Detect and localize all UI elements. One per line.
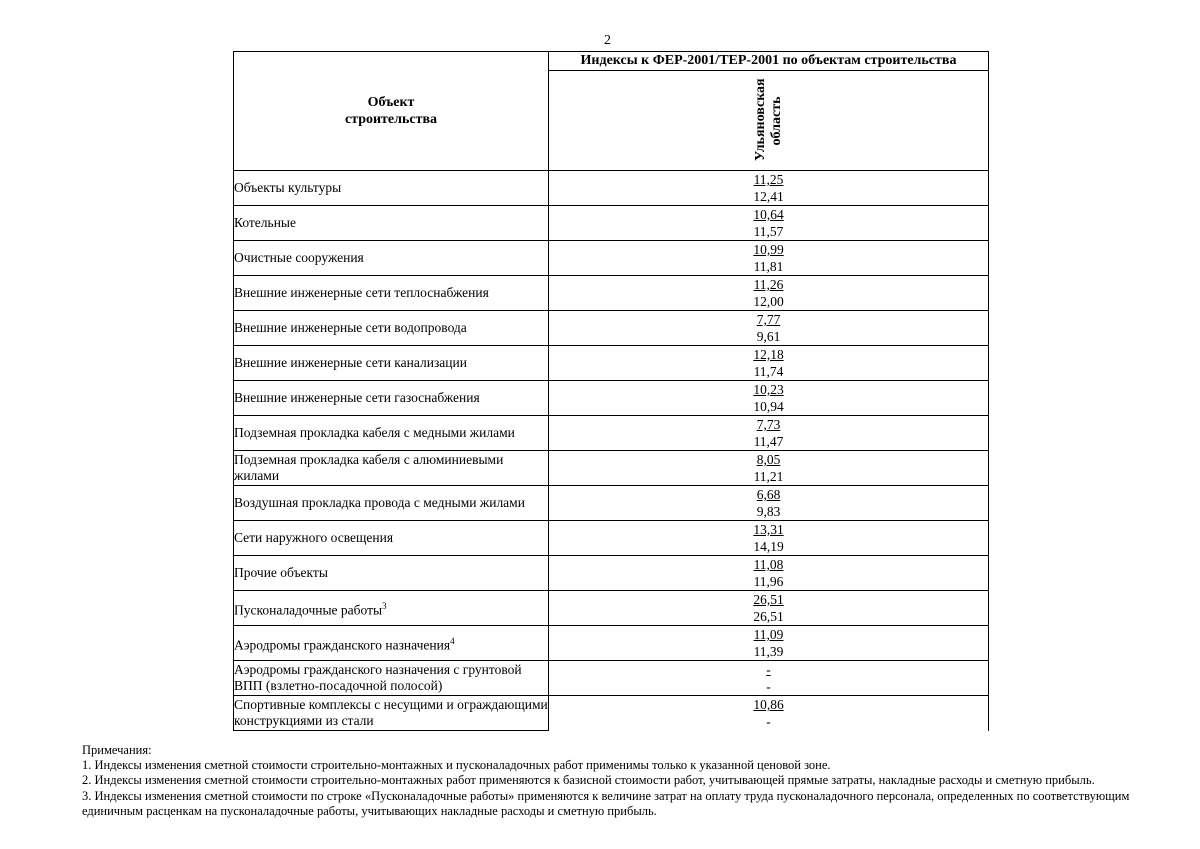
table-row: [234, 451, 989, 486]
notes-title: Примечания:: [82, 743, 152, 757]
index-value-bottom: 11,81: [753, 259, 784, 274]
table-row: [234, 626, 989, 661]
table-row: [234, 346, 989, 381]
page-number: 2: [604, 33, 611, 48]
index-value-top: 11,08: [753, 557, 784, 572]
object-name-cell: [234, 626, 549, 661]
table-row: [234, 591, 989, 626]
index-value-top: 11,26: [753, 277, 784, 292]
index-value-cell: [549, 241, 989, 276]
index-value-cell: [549, 696, 989, 731]
index-value-cell: [549, 521, 989, 556]
object-name: Внешние инженерные сети водопровода: [234, 320, 467, 335]
index-value-bottom: 14,19: [753, 539, 784, 554]
footnote-marker: 3: [382, 600, 387, 611]
notes-section: [82, 743, 1182, 819]
object-name: Подземная прокладка кабеля с алюминиевыми жилами: [234, 452, 504, 483]
region-name: Ульяновская область: [752, 77, 784, 161]
index-value-cell: [549, 346, 989, 381]
index-value-top: 11,09: [753, 627, 784, 642]
index-value-top: 11,25: [753, 172, 784, 187]
object-name-cell: [234, 241, 549, 276]
index-value-bottom: 12,41: [753, 189, 784, 204]
object-name: Котельные: [234, 215, 296, 230]
note-item: 3. Индексы изменения сметной стоимости по строке «Пусконаладочные работы» применяются к величине затрат на оплату труда пусконаладочного персонала, определенных по соответствующим единичным расценкам на пусконаладочные работы, учитывающих накладные расходы и сметную прибыль.: [82, 788, 1130, 818]
object-name: Прочие объекты: [234, 565, 328, 580]
table-row: [234, 311, 989, 346]
object-name: Спортивные комплексы с несущими и ограждающими конструкциями из стали: [234, 697, 548, 728]
note-item: 1. Индексы изменения сметной стоимости строительно-монтажных и пусконаладочных работ применимы только к указанной ценовой зоне.: [82, 758, 831, 773]
object-name: Очистные сооружения: [234, 250, 364, 265]
index-value-cell: [549, 556, 989, 591]
index-value-cell: [549, 276, 989, 311]
object-name-cell: [234, 696, 549, 731]
index-value-top: 10,86: [753, 697, 784, 713]
index-value-top: -: [766, 662, 771, 677]
object-name-cell: [234, 346, 549, 381]
object-name-cell: [234, 416, 549, 451]
table-row: [234, 486, 989, 521]
object-name: Воздушная прокладка провода с медными жилами: [234, 495, 525, 510]
object-name: Подземная прокладка кабеля с медными жилами: [234, 425, 515, 440]
index-value-bottom: 9,83: [756, 504, 781, 519]
table-row: [234, 171, 989, 206]
note-item: 2. Индексы изменения сметной стоимости строительно-монтажных работ применяются к базисной стоимости работ, учитывающей прямые затраты, накладные расходы и сметную прибыль.: [82, 773, 1095, 788]
index-value-bottom: -: [766, 679, 771, 694]
index-value-top: 10,64: [753, 207, 784, 222]
index-value-cell: [549, 206, 989, 241]
object-name: Внешние инженерные сети теплоснабжения: [234, 285, 489, 300]
index-value-cell: [549, 626, 989, 661]
index-value-bottom: 9,61: [756, 329, 781, 344]
table-body: [234, 171, 989, 731]
table-row: [234, 521, 989, 556]
index-value-bottom: 11,21: [753, 469, 784, 484]
index-value-bottom: 11,57: [753, 224, 784, 239]
index-value-bottom: 11,39: [753, 644, 784, 659]
index-value-top: 7,77: [756, 312, 781, 327]
index-value-cell: [549, 591, 989, 626]
table-row: [234, 241, 989, 276]
table-row: [234, 381, 989, 416]
index-value-top: 8,05: [756, 452, 781, 467]
index-value-cell: [549, 486, 989, 521]
object-name-cell: [234, 171, 549, 206]
index-value-top: 6,68: [756, 487, 781, 502]
index-value-bottom: 11,47: [753, 434, 784, 449]
index-value-top: 10,23: [753, 382, 784, 397]
object-name: Внешние инженерные сети канализации: [234, 355, 467, 370]
region-column-header: [549, 71, 989, 171]
object-column-header-text: Объект строительства: [344, 95, 438, 127]
index-value-cell: [549, 381, 989, 416]
index-value-cell: [549, 311, 989, 346]
object-name-cell: [234, 591, 549, 626]
object-name-cell: [234, 521, 549, 556]
index-group-header: Индексы к ФЕР-2001/ТЕР-2001 по объектам строительства: [549, 52, 989, 71]
object-name-cell: [234, 451, 549, 486]
index-value-bottom: 12,00: [753, 294, 784, 309]
index-value-bottom: -: [766, 714, 771, 730]
object-name-cell: [234, 206, 549, 241]
index-value-top: 26,51: [753, 592, 784, 607]
index-value-top: 7,73: [756, 417, 781, 432]
table-row: [234, 416, 989, 451]
object-name: Пусконаладочные работы: [234, 602, 383, 618]
index-value-top: 13,31: [753, 522, 784, 537]
object-name: Аэродромы гражданского назначения с грунтовой ВПП (взлетно-посадочной полосой): [234, 662, 522, 693]
object-name: Внешние инженерные сети газоснабжения: [234, 390, 480, 405]
object-name-cell: [234, 661, 549, 696]
table-row: [234, 556, 989, 591]
object-name-cell: [234, 381, 549, 416]
object-name-cell: [234, 311, 549, 346]
table-row: [234, 206, 989, 241]
footnote-marker: 4: [450, 635, 455, 646]
index-table: [233, 51, 989, 731]
object-name: Сети наружного освещения: [234, 530, 394, 545]
index-value-cell: [549, 661, 989, 696]
index-value-bottom: 11,96: [753, 574, 784, 589]
object-column-header: [234, 52, 549, 171]
object-name: Аэродромы гражданского назначения: [234, 637, 451, 653]
object-name-cell: [234, 276, 549, 311]
index-value-bottom: 10,94: [753, 399, 784, 414]
table-row: [234, 661, 989, 696]
index-value-top: 10,99: [753, 242, 784, 257]
object-name: Объекты культуры: [234, 180, 342, 195]
index-value-top: 12,18: [753, 347, 784, 362]
table-row: [234, 696, 989, 731]
index-value-bottom: 26,51: [753, 609, 784, 624]
index-value-bottom: 11,74: [753, 364, 784, 379]
index-value-cell: [549, 451, 989, 486]
table-row: [234, 276, 989, 311]
object-name-cell: [234, 486, 549, 521]
index-value-cell: [549, 171, 989, 206]
object-name-cell: [234, 556, 549, 591]
index-value-cell: [549, 416, 989, 451]
